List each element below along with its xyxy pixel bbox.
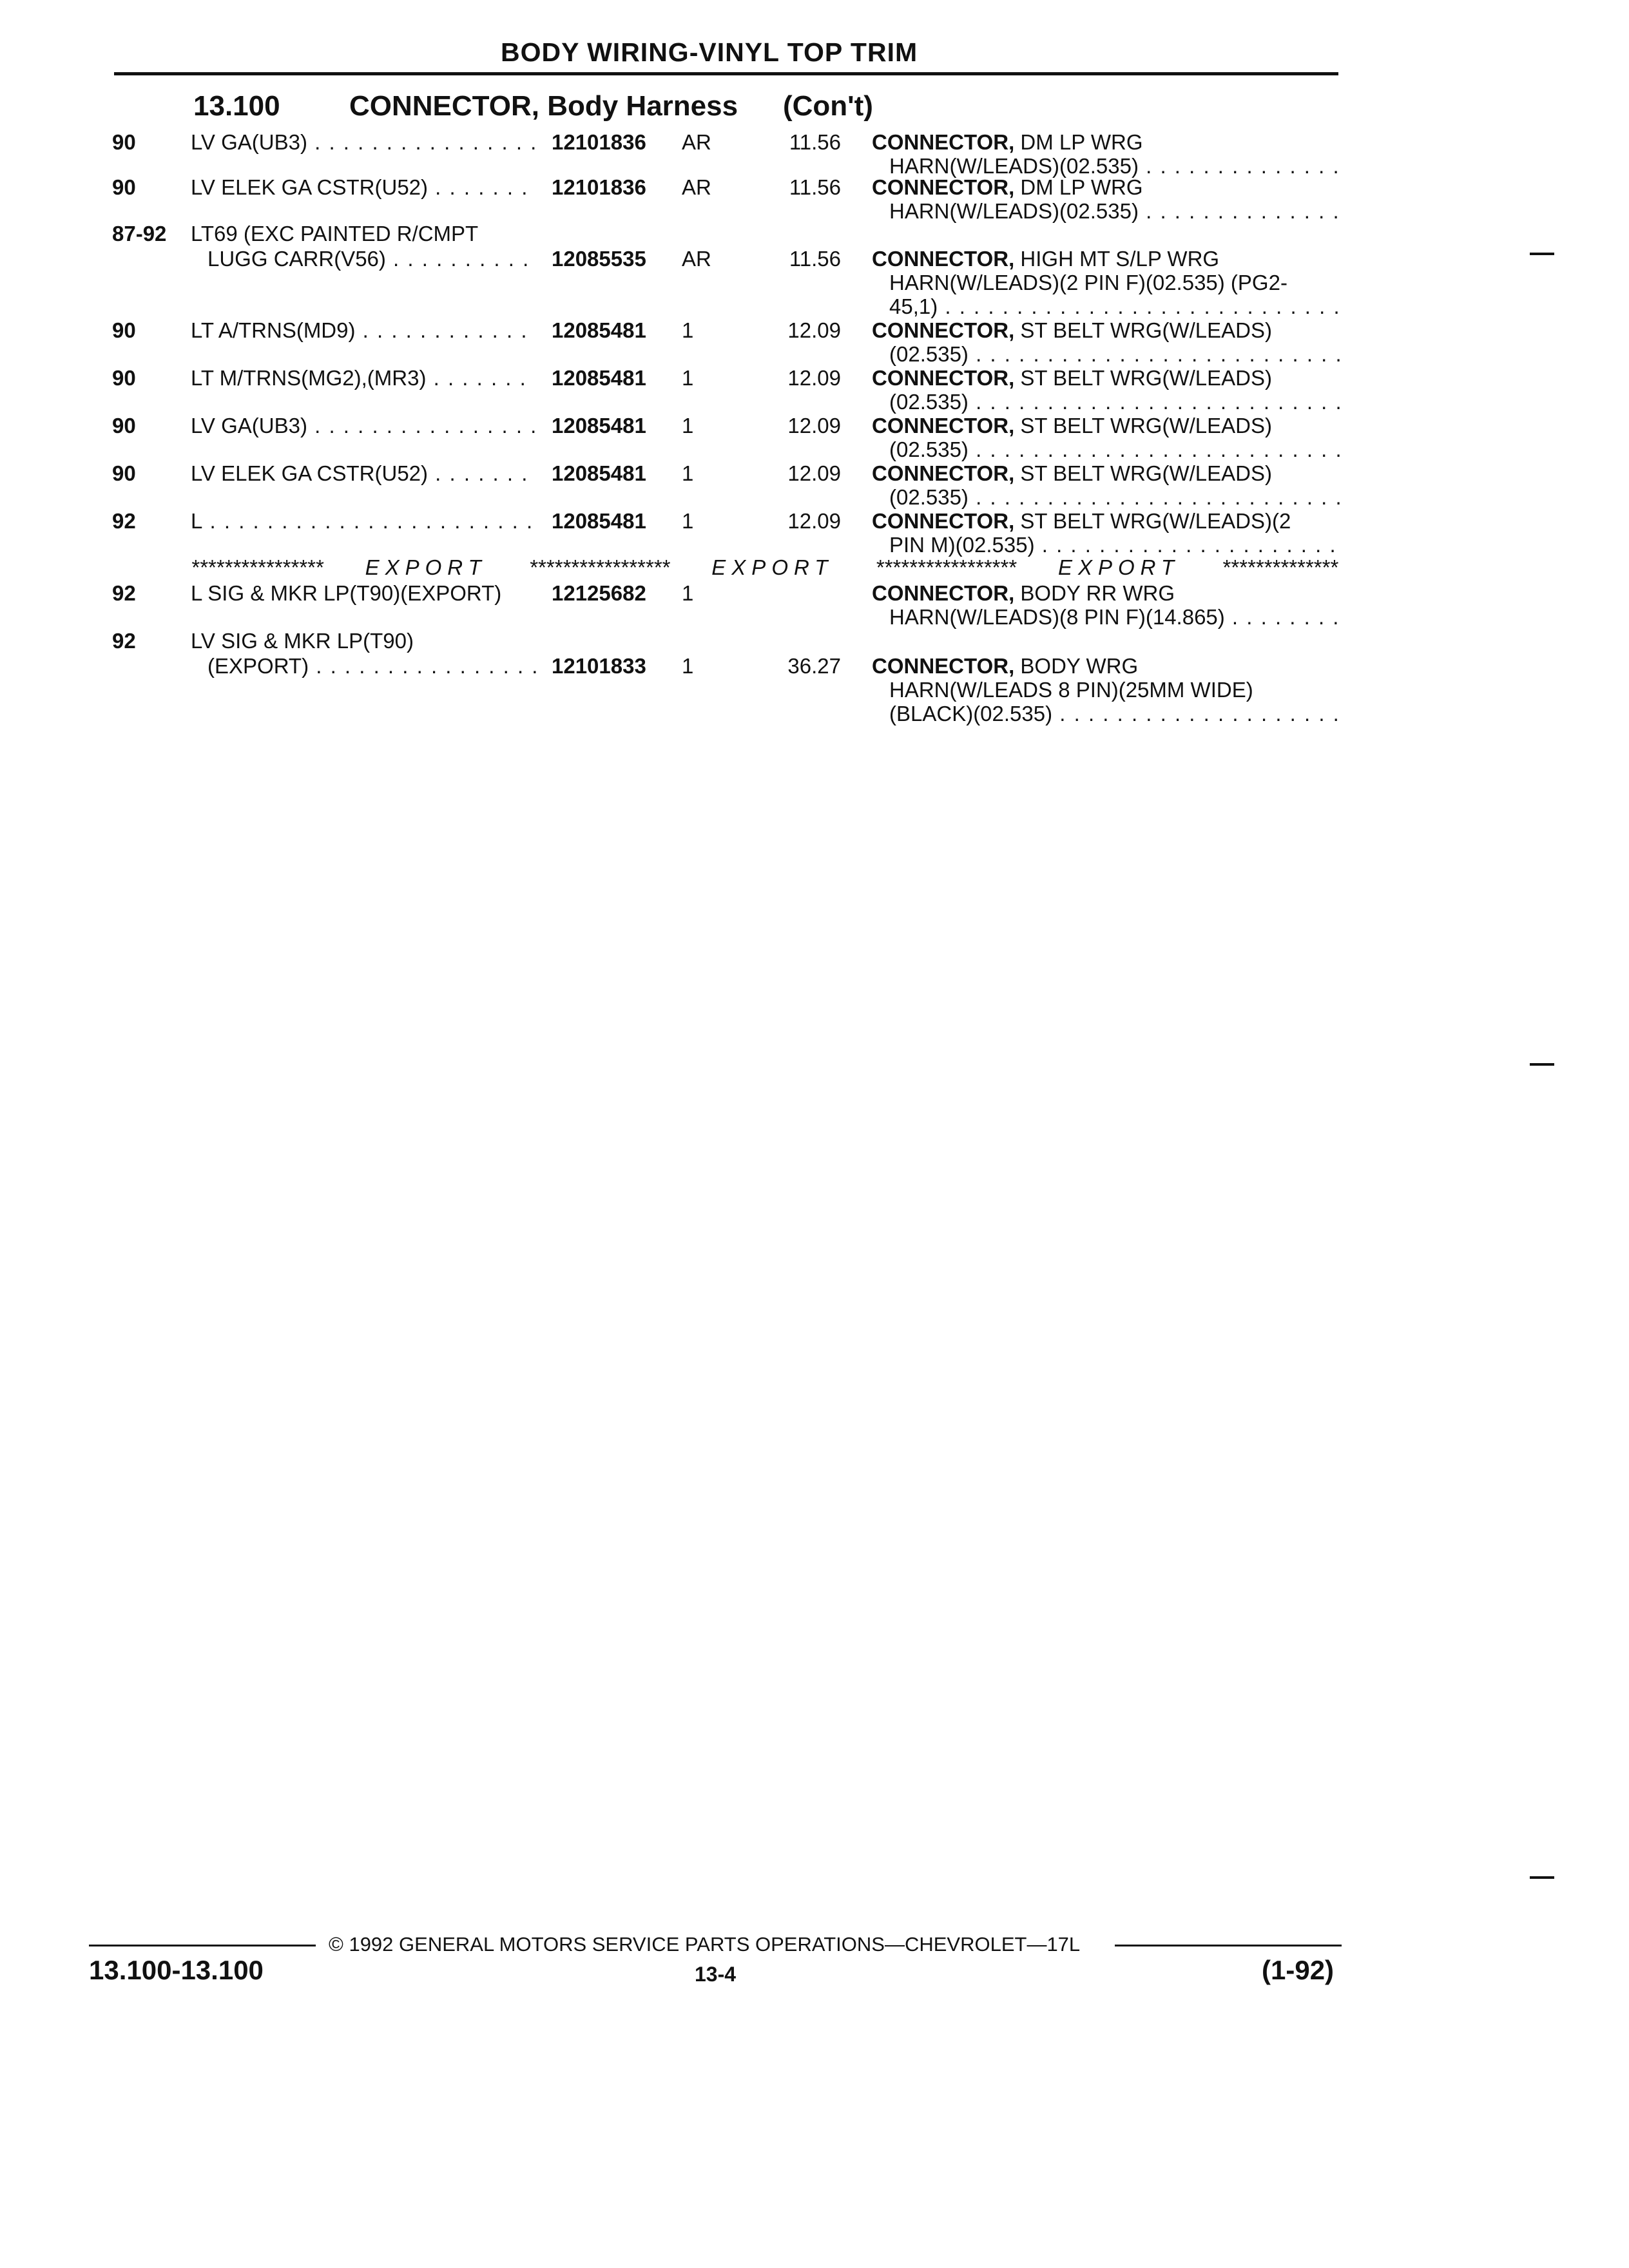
row-part-number: 12085481 [552,461,646,485]
row-part-name-cont: HARN(W/LEADS)(02.535) . . . [889,199,1340,223]
row-part-name: CONNECTOR, ST BELT WRG(W/LEADS) [872,461,1272,485]
row-description: LV GA(UB3) . . . [191,414,535,437]
row-part-name: CONNECTOR, ST BELT WRG(W/LEADS) [872,366,1272,390]
row-part-name-cont: (BLACK)(02.535) . . . [889,702,1340,726]
export-stars: **************** [191,555,323,579]
row-year: 90 [112,414,136,437]
row-part-number: 12085481 [552,318,646,342]
row-description-cont: (EXPORT) . . . [207,654,536,678]
row-description-cont: LUGG CARR(V56) . . . [207,247,536,271]
row-part-number: 12125682 [552,581,646,605]
row-part-number: 12101836 [552,175,646,199]
row-part-name: CONNECTOR, DM LP WRG [872,130,1143,154]
row-quantity: AR [682,130,711,154]
row-part-name: CONNECTOR, BODY WRG [872,654,1139,678]
row-part-number: 12085481 [552,366,646,390]
edge-mark [1530,1063,1554,1066]
row-part-name: CONNECTOR, ST BELT WRG(W/LEADS)(2 [872,509,1291,533]
row-price: 36.27 [787,654,841,678]
footer-copyright: © 1992 GENERAL MOTORS SERVICE PARTS OPERATIONS—CHEVROLET—17L [329,1933,1081,1956]
row-part-name-cont: (02.535) . . . [889,390,1340,414]
row-description: L SIG & MKR LP(T90)(EXPORT) [191,581,502,605]
row-part-name: CONNECTOR, DM LP WRG [872,175,1143,199]
row-quantity: 1 [682,654,694,678]
row-year: 92 [112,509,136,533]
header-rule [114,72,1338,75]
footer-rule-left [89,1945,316,1946]
row-part-name: CONNECTOR, ST BELT WRG(W/LEADS) [872,318,1272,342]
row-year: 90 [112,366,136,390]
row-part-name-cont: (02.535) . . . [889,485,1340,509]
row-year: 90 [112,461,136,485]
row-description: LT69 (EXC PAINTED R/CMPT [191,222,479,245]
edge-mark [1530,253,1554,255]
row-description: LT M/TRNS(MG2),(MR3) . . . [191,366,535,390]
row-year: 92 [112,581,136,605]
row-part-number: 12101833 [552,654,646,678]
export-label: EXPORT [1057,555,1181,579]
page-title: BODY WIRING-VINYL TOP TRIM [501,37,918,67]
edge-mark [1530,1876,1554,1879]
row-description: LV SIG & MKR LP(T90) [191,629,414,653]
row-part-name: CONNECTOR, ST BELT WRG(W/LEADS) [872,414,1272,437]
section-number: 13.100 [193,90,280,122]
row-quantity: 1 [682,414,694,437]
footer-page-number: 13-4 [695,1963,737,1986]
row-part-name-cont: PIN M)(02.535) . . . [889,533,1340,557]
row-year: 92 [112,629,136,653]
row-price: 11.56 [789,175,841,199]
row-part-name-cont: HARN(W/LEADS)(02.535) . . . [889,154,1340,178]
row-price: 11.56 [789,130,841,154]
row-part-name: CONNECTOR, HIGH MT S/LP WRG [872,247,1220,271]
row-price: 12.09 [787,509,841,533]
export-stars: ************** [1222,555,1338,579]
row-part-name-cont: 45,1) . . . [889,294,1340,318]
row-quantity: 1 [682,318,694,342]
row-description: LV ELEK GA CSTR(U52) . . . [191,175,535,199]
row-year: 90 [112,130,136,154]
row-part-number: 12101836 [552,130,646,154]
footer-rule-right [1115,1945,1342,1946]
row-quantity: 1 [682,509,694,533]
section-name: CONNECTOR, Body Harness [349,90,738,122]
row-part-name-cont: HARN(W/LEADS 8 PIN)(25MM WIDE) [889,678,1253,702]
row-quantity: AR [682,247,711,271]
section-continued: (Con't) [783,90,873,122]
row-part-name-cont: (02.535) . . . [889,342,1340,366]
row-quantity: 1 [682,461,694,485]
row-year: 90 [112,318,136,342]
row-part-number: 12085535 [552,247,646,271]
row-year: 90 [112,175,136,199]
row-price: 12.09 [787,366,841,390]
export-label: EXPORT [365,555,487,579]
row-year: 87-92 [112,222,167,245]
row-price: 12.09 [787,318,841,342]
export-stars: ***************** [528,555,670,579]
row-price: 12.09 [787,414,841,437]
row-price: 12.09 [787,461,841,485]
row-description: L . . . [191,509,535,533]
export-label: EXPORT [711,555,834,579]
row-part-name-cont: HARN(W/LEADS)(8 PIN F)(14.865) . . . [889,605,1340,629]
row-part-number: 12085481 [552,414,646,437]
row-part-name-cont: (02.535) . . . [889,437,1340,461]
row-quantity: AR [682,175,711,199]
row-quantity: 1 [682,581,694,605]
row-quantity: 1 [682,366,694,390]
row-part-name-cont: HARN(W/LEADS)(2 PIN F)(02.535) (PG2- [889,271,1287,294]
row-description: LV GA(UB3) . . . [191,130,535,154]
row-description: LT A/TRNS(MD9) . . . [191,318,535,342]
footer-section-range: 13.100-13.100 [89,1955,264,1985]
export-banner [191,555,1338,579]
export-stars: ***************** [875,555,1016,579]
row-part-number: 12085481 [552,509,646,533]
row-price: 11.56 [789,247,841,271]
footer-date: (1-92) [1262,1955,1335,1985]
row-part-name: CONNECTOR, BODY RR WRG [872,581,1175,605]
row-description: LV ELEK GA CSTR(U52) . . . [191,461,535,485]
